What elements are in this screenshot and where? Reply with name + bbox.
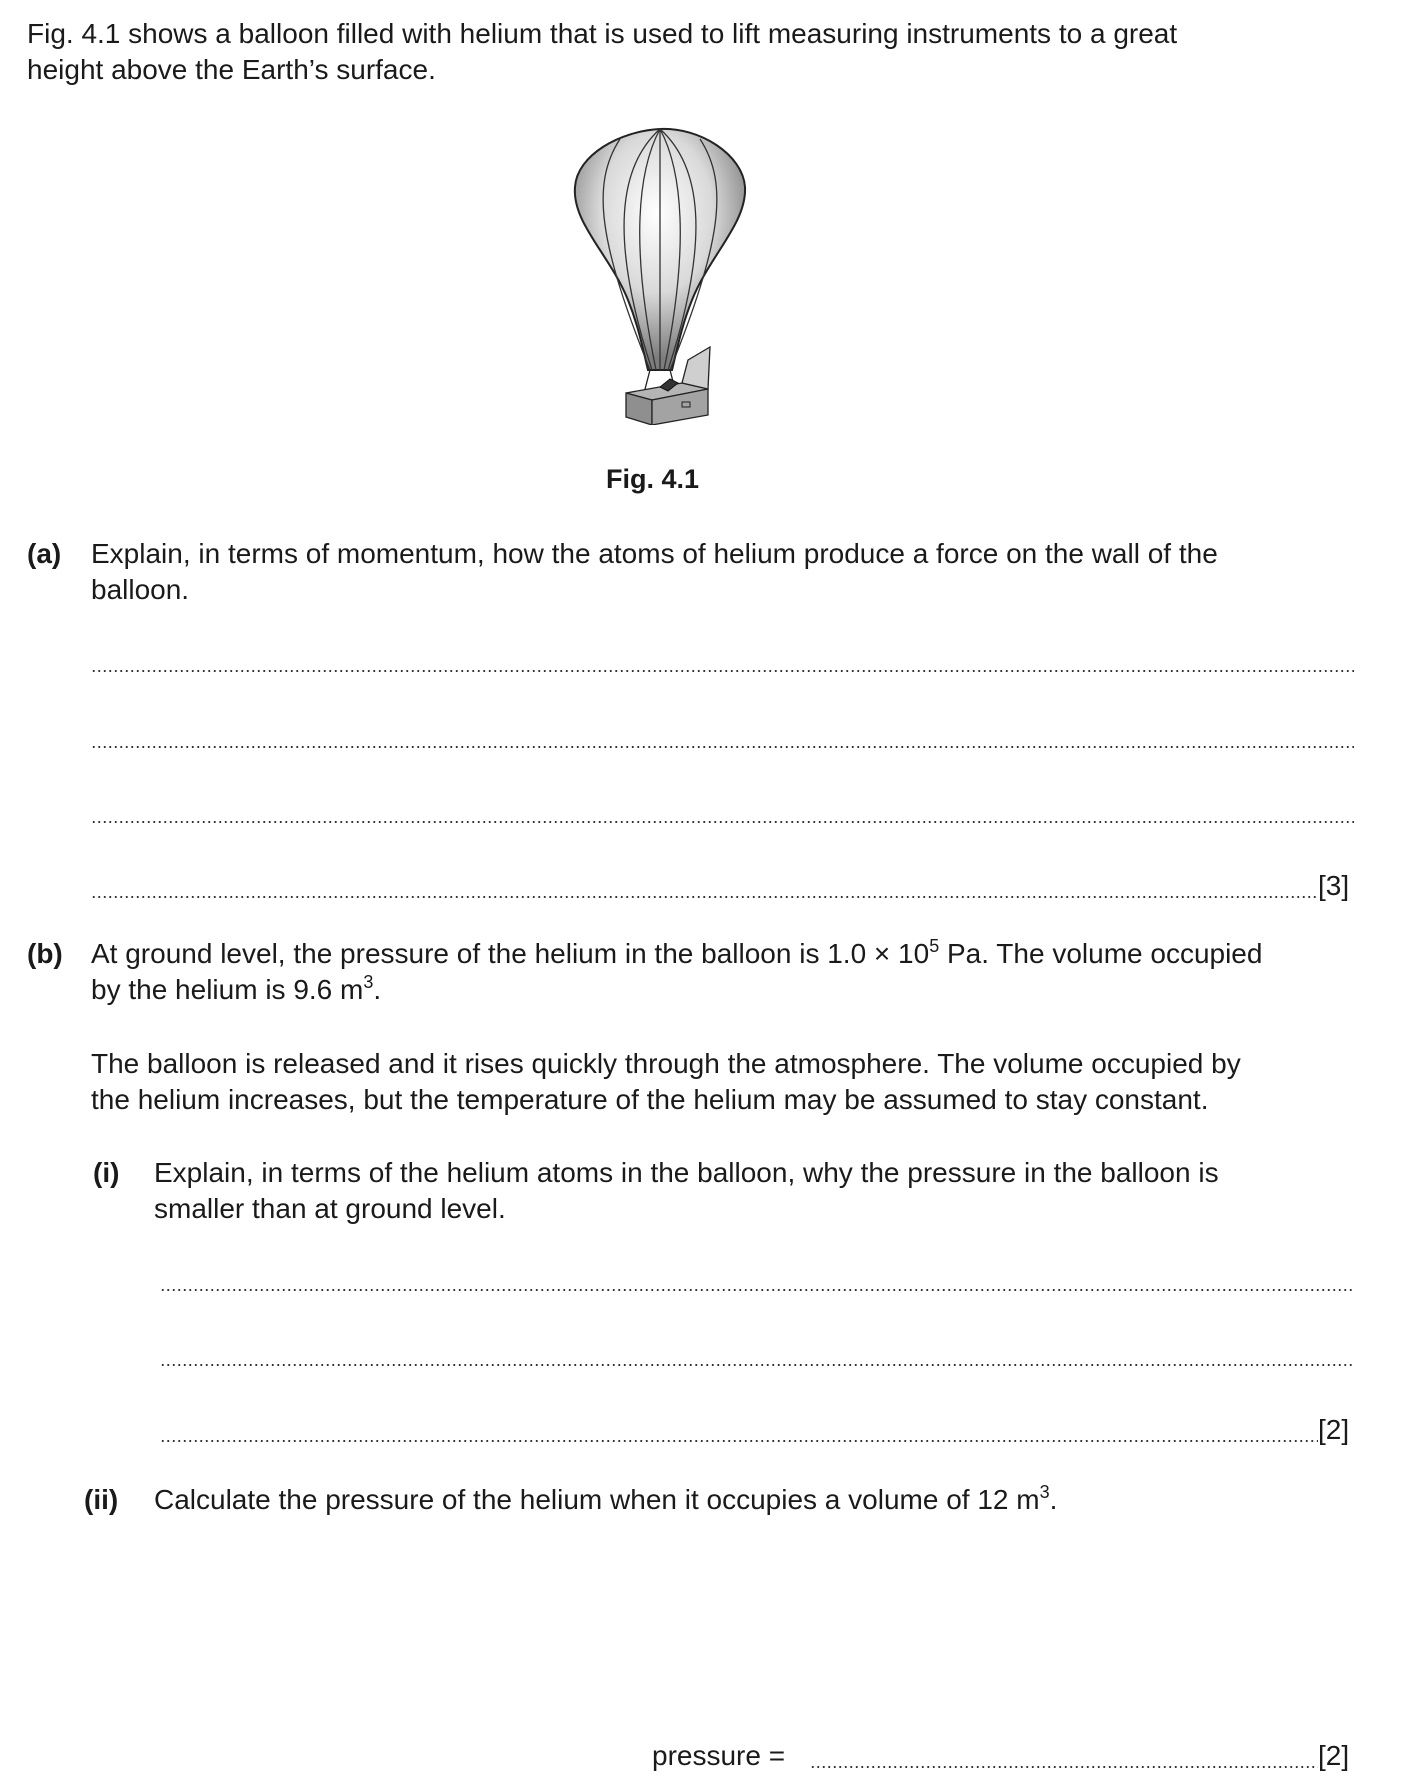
answer-line-a-2[interactable] <box>91 745 1354 749</box>
answer-line-a-4[interactable] <box>91 895 1318 899</box>
part-b-line-1: At ground level, the pressure of the helium in the balloon is $1.0 \times 10^5$ Pa. The volume occupied <box>91 936 1263 969</box>
part-b-context <box>91 1046 1354 1118</box>
part-b-line-2: by the helium is 9.6 $m^3$. <box>91 972 382 1005</box>
figure-caption: Fig. 4.1 <box>606 464 700 494</box>
part-b-ii-marks: [2] <box>1318 1740 1350 1771</box>
part-a-label: (a) <box>27 538 62 569</box>
part-a-line-2: balloon. <box>91 574 190 605</box>
answer-line-a-3[interactable] <box>91 820 1354 824</box>
part-b-label: (b) <box>27 938 63 969</box>
part-b-i-line-2: smaller than at ground level. <box>154 1193 506 1224</box>
part-b-ii-question: Calculate the pressure of the helium when it occupies a volume of 12 $m^3$. <box>154 1482 1058 1515</box>
part-a-line-1: Explain, in terms of momentum, how the atoms of helium produce a force on the wall of the <box>91 538 1218 569</box>
part-a-question <box>91 536 1354 608</box>
part-b-ii-label: (ii) <box>84 1484 119 1515</box>
part-b-i-question <box>154 1155 1354 1227</box>
answer-line-b-i-1[interactable] <box>160 1288 1354 1292</box>
intro-line-1: Fig. 4.1 shows a balloon filled with helium that is used to lift measuring instruments to a great <box>27 18 1178 49</box>
intro-text <box>27 16 1354 88</box>
answer-line-a-1[interactable] <box>91 669 1354 673</box>
part-b-i-label: (i) <box>93 1157 120 1188</box>
answer-line-b-i-2[interactable] <box>160 1363 1354 1367</box>
part-b-i-marks: [2] <box>1318 1414 1350 1445</box>
pressure-answer-label: pressure = <box>652 1740 786 1771</box>
answer-line-b-i-3[interactable] <box>160 1439 1318 1443</box>
part-b-stem <box>91 936 1354 1008</box>
intro-line-2: height above the Earth’s surface. <box>27 54 436 85</box>
pressure-answer-field[interactable] <box>810 1765 1318 1769</box>
part-b-i-line-1: Explain, in terms of the helium atoms in the balloon, why the pressure in the balloon is <box>154 1157 1219 1188</box>
balloon-figure <box>560 125 760 425</box>
part-b-context-line-2: the helium increases, but the temperature of the helium may be assumed to stay constant. <box>91 1084 1209 1115</box>
part-a-marks: [3] <box>1318 870 1350 901</box>
part-b-context-line-1: The balloon is released and it rises quickly through the atmosphere. The volume occupied by <box>91 1048 1241 1079</box>
